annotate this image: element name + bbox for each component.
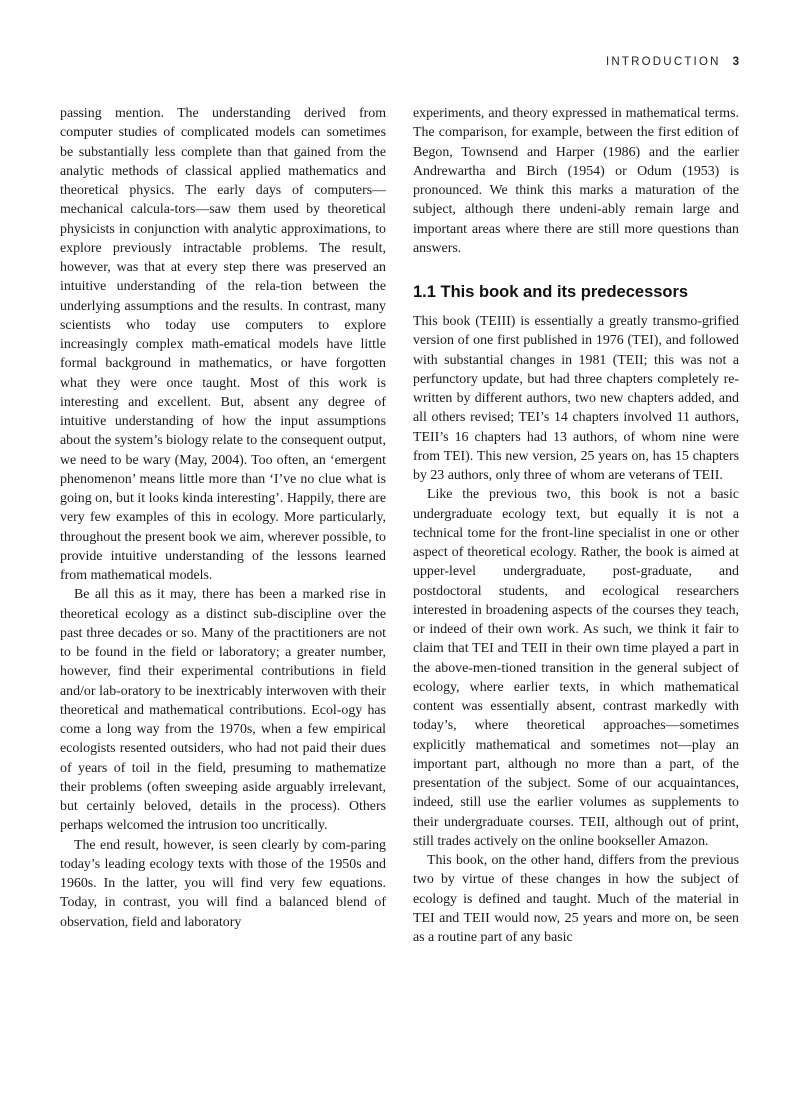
- paragraph: The end result, however, is seen clearly by com-paring today’s leading ecology texts with those of the 1950s and 1960s. In the latter, you will find very few equations. Today, in contrast, you will find a balanced blend of observation, field and laboratory: [60, 837, 386, 930]
- section-heading: 1.1 This book and its predecessors: [413, 283, 689, 301]
- paragraph: experiments, and theory expressed in mathematical terms. The comparison, for example, between the first edition of Begon, Townsend and Harper (1986) and the earlier Andrewartha and Birch (1954) or Odum (1953) is pronounced. We think this marks a maturation of the subject, although there undeni-ably remain large and important areas where there are still more questions than answers.: [413, 106, 739, 256]
- paragraph: Like the previous two, this book is not a basic undergraduate ecology text, but equally it is not a technical tome for the front-line specialist in one or other aspect of theoretical ecology. Rather, the book is aimed at upper-level undergraduate, post-graduate, and postdoctoral students, and ecological researchers interested in broadening aspects of the courses they teach, or indeed of their own work. As such, we think it fair to claim that TEI and TEII in their own time played a part in the above-men-tioned transition in the general subject of ecology, where earlier texts, in which mathematical content was essentially absent, contrast markedly with today’s, where theoretical approaches—sometimes explicitly mathematical and sometimes not—play an important part, although no more than a part, of the presentation of the subject. Some of our acquaintances, indeed, still use the earlier volumes as supplements to their undergraduate courses. TEII, although out of print, still trades actively on the online bookseller Amazon.: [413, 487, 739, 849]
- right-column: [413, 104, 739, 947]
- running-head: [606, 56, 739, 68]
- left-column: [60, 104, 386, 932]
- page-number: 3: [732, 56, 739, 68]
- paragraph: passing mention. The understanding derived from computer studies of complicated models can sometimes be substantially less complete than that gained from the analytic methods of classical applied mathematics and theoretical physics. The early days of computers—mechanical calcula-tors—saw them used by theoretical physicists in conjunction with analytic approximations, to explore previously intractable problems. The result, however, was that at every step there was preserved an intuitive understanding of the rela-tion between the underlying assumptions and the results. In contrast, many scientists who today use computers to explore increasingly complex math-ematical models have little formal background in mathematics, or have forgotten what they were once taught. Most of this work is interesting and excellent. But, absent any degree of intuitive understanding of how the input assumptions about the system’s biology relate to the consequent output, we need to be wary (May, 2004). Too often, an ‘emergent phenomenon’ means little more than ‘I’ve no clue what is going on, but it looks kinda interesting’. Happily, there are very few examples of this in ecology. More particularly, throughout the present book we aim, wherever possible, to provide intuitive understanding of the lessons learned from mathematical models.: [60, 106, 386, 583]
- paragraph: This book, on the other hand, differs from the previous two by virtue of these changes in how the subject of ecology is defined and taught. Much of the material in TEI and TEII would now, 25 years and more on, be seen as a routine part of any basic: [413, 853, 739, 945]
- running-head-title: INTRODUCTION: [606, 56, 721, 68]
- paragraph: This book (TEIII) is essentially a greatly transmo-grified version of one first published in 1976 (TEI), and followed with substantial changes in 1981 (TEII; this was not a perfunctory update, but had three chapters completely re-written by different authors, two new chapters added, and all others revised; TEI’s 14 chapters involved 11 authors, TEII’s 16 chapters had 13 authors, of whom nine were from TEI). This new version, 25 years on, has 15 chapters by 23 authors, only three of whom are veterans of TEII.: [413, 314, 739, 483]
- paragraph: Be all this as it may, there has been a marked rise in theoretical ecology as a distinct sub-discipline over the past three decades or so. Many of the practitioners are not to be found in the field or laboratory; a greater number, however, find their experimental contributions in field and/or lab-oratory to be inextricably interwoven with their theoretical and mathematical contributions. Ecol-ogy has come a long way from the 1970s, when a few empirical ecologists resented outsiders, who had not paid their dues of years of toil in the field, presuming to mathematize their problems (often sweeping aside arguably irrelevant, but certainly beloved, details in the process). Others perhaps welcomed the intrusion too uncritically.: [60, 587, 386, 834]
